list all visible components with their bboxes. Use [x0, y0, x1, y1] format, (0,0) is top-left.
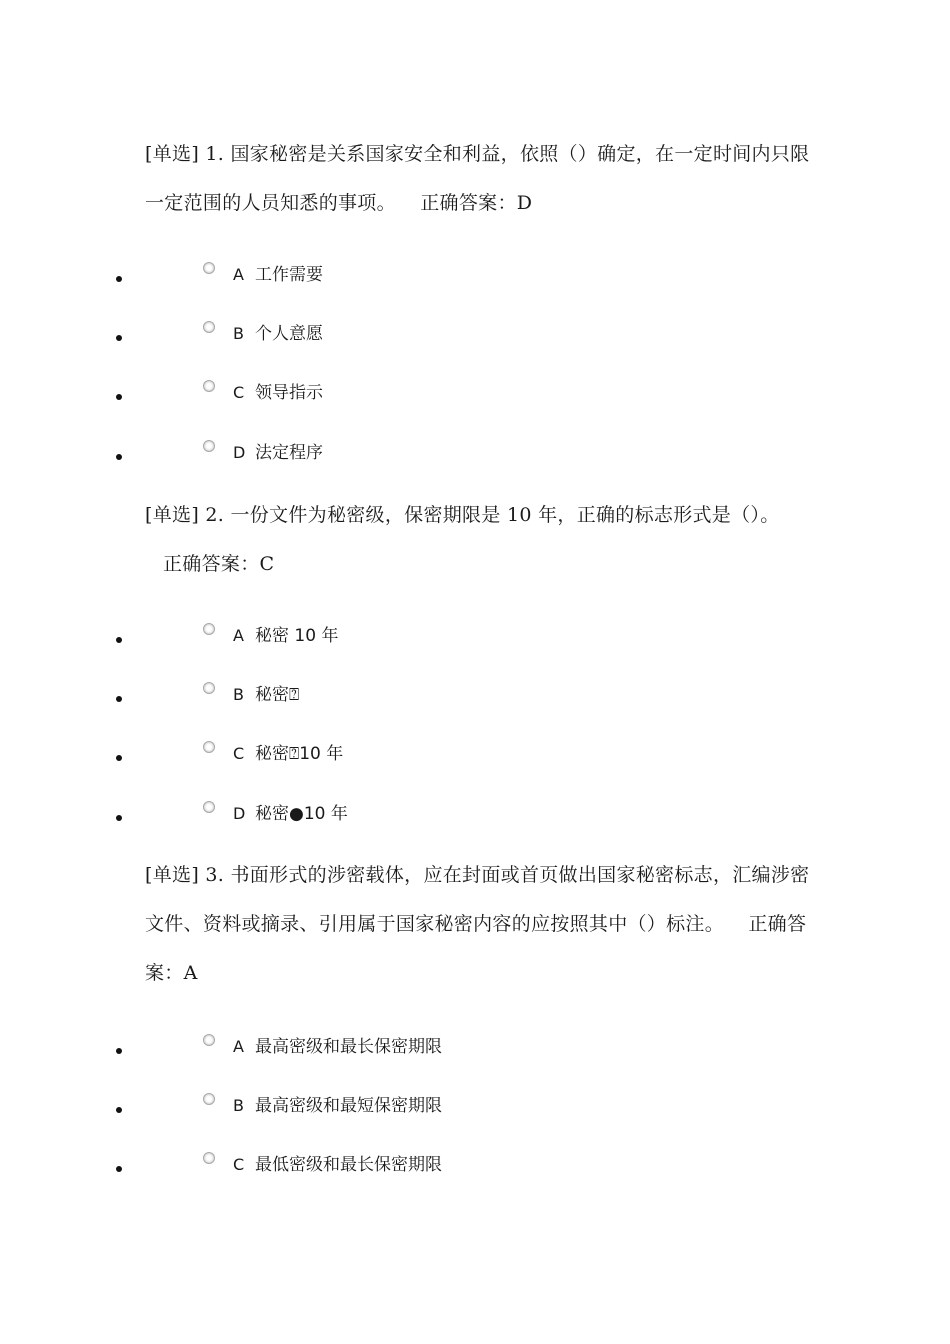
bullet-icon: [116, 1107, 122, 1113]
bullet-icon: [116, 335, 122, 341]
question-text: 书面形式的涉密载体，应在封面或首页做出国家秘密标志，汇编涉密文件、资料或摘录、引用属于国家秘密内容的应按照其中（）标注。: [145, 864, 810, 935]
option-letter: D: [233, 443, 246, 462]
question-number: 1.: [205, 143, 225, 165]
bullet-icon: [116, 454, 122, 460]
correct-answer: 正确答案：D: [420, 192, 533, 214]
question-type-tag: [单选]: [145, 143, 200, 165]
radio-button-icon[interactable]: [203, 741, 215, 753]
option-letter: A: [233, 1037, 244, 1056]
option-text: 最高密级和最长保密期限: [255, 1037, 442, 1057]
option-text: 秘密⍰: [255, 685, 300, 705]
option-letter: B: [233, 1096, 244, 1115]
radio-button-icon[interactable]: [203, 1034, 215, 1046]
radio-button-icon[interactable]: [203, 801, 215, 813]
option-letter: B: [233, 685, 244, 704]
option-text: 秘密●10 年: [255, 804, 348, 824]
bullet-icon: [116, 637, 122, 643]
question-type-tag: [单选]: [145, 864, 200, 886]
question-2: [145, 491, 813, 589]
option-text: 工作需要: [255, 265, 323, 285]
option-text: 最高密级和最短保密期限: [255, 1096, 442, 1116]
option-text: 个人意愿: [255, 324, 323, 344]
bullet-icon: [116, 394, 122, 400]
radio-button-icon[interactable]: [203, 1152, 215, 1164]
option-letter: D: [233, 804, 246, 823]
question-3: [145, 851, 813, 998]
option-q2-c[interactable]: [0, 741, 950, 771]
option-letter: C: [233, 744, 245, 763]
bullet-icon: [116, 1048, 122, 1054]
option-text: 秘密 10 年: [255, 626, 339, 646]
question-1: [145, 130, 813, 228]
question-number: 3.: [205, 864, 225, 886]
option-letter: B: [233, 324, 244, 343]
option-q1-d[interactable]: [0, 440, 950, 470]
correct-answer: 正确答案：A: [145, 913, 807, 984]
radio-button-icon[interactable]: [203, 440, 215, 452]
option-q1-b[interactable]: [0, 321, 950, 351]
option-text: 法定程序: [255, 443, 323, 463]
option-q3-c[interactable]: [0, 1152, 950, 1182]
option-q3-a[interactable]: [0, 1034, 950, 1064]
bullet-icon: [116, 1166, 122, 1172]
question-number: 2.: [205, 504, 225, 526]
radio-button-icon[interactable]: [203, 682, 215, 694]
option-q1-c[interactable]: [0, 380, 950, 410]
option-letter: C: [233, 383, 245, 402]
radio-button-icon[interactable]: [203, 262, 215, 274]
question-text: 一份文件为秘密级，保密期限是 10 年，正确的标志形式是（）。: [230, 504, 780, 526]
question-text: 国家秘密是关系国家安全和利益，依照（）确定，在一定时间内只限一定范围的人员知悉的事项。: [145, 143, 810, 214]
option-text: 最低密级和最长保密期限: [255, 1155, 442, 1175]
bullet-icon: [116, 755, 122, 761]
option-q2-d[interactable]: [0, 801, 950, 831]
correct-answer: 正确答案：C: [163, 553, 275, 575]
option-letter: A: [233, 626, 244, 645]
radio-button-icon[interactable]: [203, 1093, 215, 1105]
radio-button-icon[interactable]: [203, 623, 215, 635]
option-q1-a[interactable]: [0, 262, 950, 292]
option-q2-b[interactable]: [0, 682, 950, 712]
option-text: 领导指示: [255, 383, 323, 403]
bullet-icon: [116, 696, 122, 702]
question-type-tag: [单选]: [145, 504, 200, 526]
option-q3-b[interactable]: [0, 1093, 950, 1123]
radio-button-icon[interactable]: [203, 321, 215, 333]
radio-button-icon[interactable]: [203, 380, 215, 392]
bullet-icon: [116, 815, 122, 821]
option-letter: A: [233, 265, 244, 284]
option-letter: C: [233, 1155, 245, 1174]
option-text: 秘密⍰10 年: [255, 744, 344, 764]
bullet-icon: [116, 276, 122, 282]
option-q2-a[interactable]: [0, 623, 950, 653]
